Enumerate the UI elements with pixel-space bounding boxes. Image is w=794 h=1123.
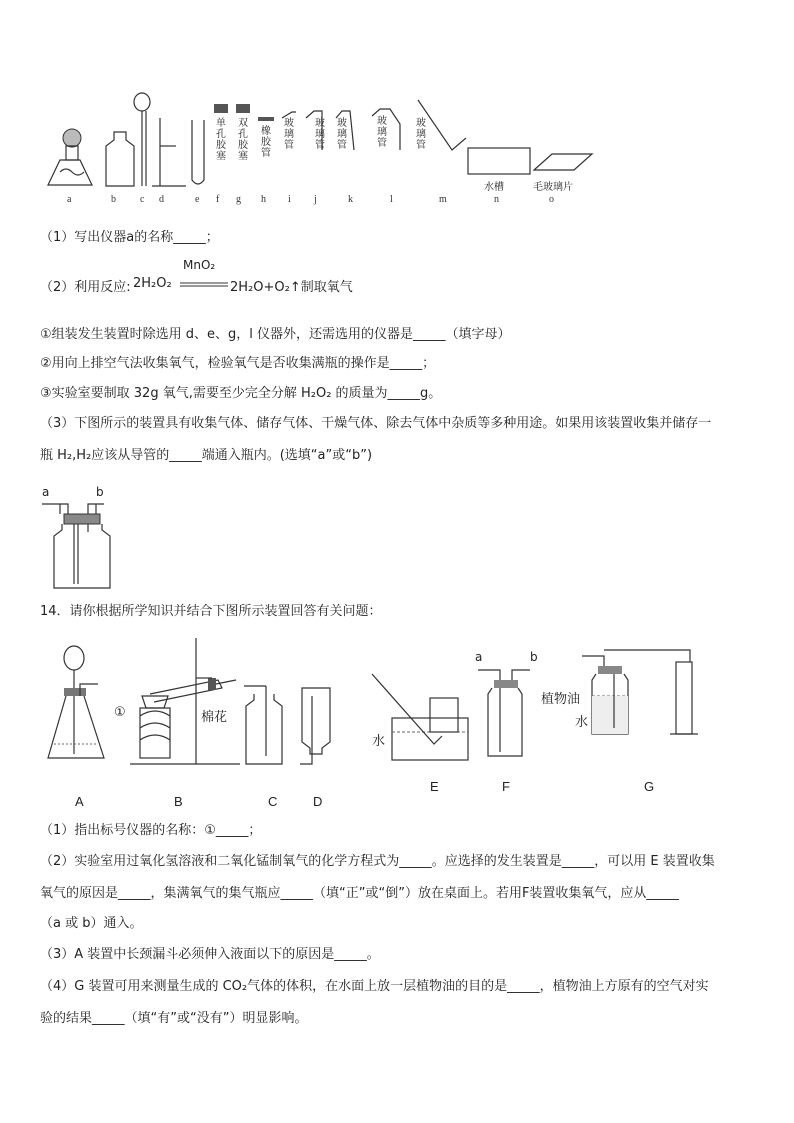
label-m: 玻璃管 xyxy=(416,118,426,151)
apparatus-drawings xyxy=(0,0,794,200)
q14-part3: （3）A 装置中长颈漏斗必须伸入液面以下的原因是_____。 xyxy=(40,947,380,962)
letter-l: l xyxy=(390,194,393,205)
apparatus-E xyxy=(372,674,468,760)
label-f-b: b xyxy=(530,650,538,664)
q14-part2-line2: 氧气的原因是_____，集满氧气的集气瓶应_____（填“正”或“倒”）放在桌面上。若用F装置收集氧气，应从_____ xyxy=(40,886,679,901)
q13-sub3: ③实验室要制取 32g 氧气,需要至少完全分解 H₂O₂ 的质量为_____g。 xyxy=(40,386,442,401)
iron-stand-d xyxy=(152,118,186,186)
q14-part2-line1: （2）实验室用过氧化氢溶液和二氧化锰制氧气的化学方程式为_____。应选择的发生装置是_____，可以用 E 装置收集 xyxy=(40,854,715,869)
label-circle-1: ① xyxy=(114,705,126,720)
q13-part1: （1）写出仪器a的名称_____； xyxy=(40,230,219,245)
q13-part2-prefix: （2）利用反应: xyxy=(40,280,131,295)
label-j: 玻璃管 xyxy=(315,118,325,151)
label-k: 玻璃管 xyxy=(337,118,347,151)
q13-catalyst: MnO₂ xyxy=(183,258,216,272)
letter-i: i xyxy=(288,194,291,205)
letter-n: n xyxy=(494,194,499,205)
label-water-g: 水 xyxy=(575,715,589,730)
caption-G: G xyxy=(644,779,655,794)
apparatus-F xyxy=(478,670,530,756)
label-i: 玻璃管 xyxy=(284,118,294,151)
label-f: 单孔胶塞 xyxy=(216,118,226,162)
label-o: 毛玻璃片 xyxy=(533,182,573,193)
apparatus-G xyxy=(582,650,698,734)
label-h: 橡胶管 xyxy=(261,126,271,159)
letter-b: b xyxy=(111,194,116,205)
q13-sub1: ①组装发生装置时除选用 d、e、g，l 仪器外，还需选用的仪器是_____（填字母） xyxy=(40,327,511,342)
letter-h: h xyxy=(261,194,266,205)
apparatus-C xyxy=(244,686,282,764)
bottle-label-a: a xyxy=(42,485,50,499)
q14-part4-line1: （4）G 装置可用来测量生成的 CO₂气体的体积，在水面上放一层植物油的目的是_____，植物油上方原有的空气对实 xyxy=(40,979,709,994)
q13-sub2: ②用向上排空气法收集氧气，检验氧气是否收集满瓶的操作是_____； xyxy=(40,356,436,371)
caption-A: A xyxy=(75,794,84,809)
letter-k: k xyxy=(348,194,353,205)
letter-e: e xyxy=(195,194,200,205)
q13-part3-line2: 瓶 H₂,H₂应该从导管的_____端通入瓶内。(选填“a”或“b”) xyxy=(40,448,373,463)
letter-f: f xyxy=(216,194,220,205)
label-f-a: a xyxy=(475,650,483,664)
caption-B: B xyxy=(174,794,183,809)
q13-equation-left: 2H₂O₂ xyxy=(133,276,172,291)
letter-m: m xyxy=(439,194,447,205)
letter-a: a xyxy=(67,194,72,205)
q14-title: 14．请你根据所学知识并结合下图所示装置回答有关问题： xyxy=(40,604,382,619)
label-water-e: 水 xyxy=(372,734,386,749)
letter-o: o xyxy=(549,194,554,205)
caption-C: C xyxy=(268,794,278,809)
letter-d: d xyxy=(159,194,164,205)
label-g: 双孔胶塞 xyxy=(238,118,248,162)
bottle-label-b: b xyxy=(96,485,104,499)
test-tube-e xyxy=(192,120,204,184)
caption-D: D xyxy=(313,794,323,809)
funnel-c xyxy=(134,93,150,186)
alcohol-lamp-a xyxy=(48,129,92,185)
label-oil: 植物油 xyxy=(541,692,581,707)
caption-F: F xyxy=(502,779,510,794)
caption-E: E xyxy=(430,779,439,794)
label-cotton: 棉花 xyxy=(201,710,228,725)
gas-bottle-figure xyxy=(38,498,138,598)
q13-equation-right: 2H₂O+O₂↑制取氧气 xyxy=(230,280,353,295)
q14-part2-line3: （a 或 b）通入。 xyxy=(40,916,143,931)
q14-part1: （1）指出标号仪器的名称：①_____； xyxy=(40,823,262,838)
equation-double-line xyxy=(180,282,230,288)
q14-part4-line2: 验的结果_____（填“有”或“没有”）明显影响。 xyxy=(40,1011,308,1026)
letter-c: c xyxy=(140,194,145,205)
label-l: 玻璃管 xyxy=(377,116,387,149)
apparatus-A xyxy=(48,646,104,758)
apparatus-B xyxy=(130,638,240,764)
letter-j: j xyxy=(314,194,317,205)
label-n: 水槽 xyxy=(484,182,504,193)
q13-part3-line1: （3）下图所示的装置具有收集气体、储存气体、干燥气体、除去气体中杂质等多种用途。如果用该装置收集并储存一 xyxy=(40,416,712,431)
wide-bottle-b xyxy=(106,132,134,186)
apparatus-D xyxy=(300,688,330,764)
letter-g: g xyxy=(236,194,241,205)
